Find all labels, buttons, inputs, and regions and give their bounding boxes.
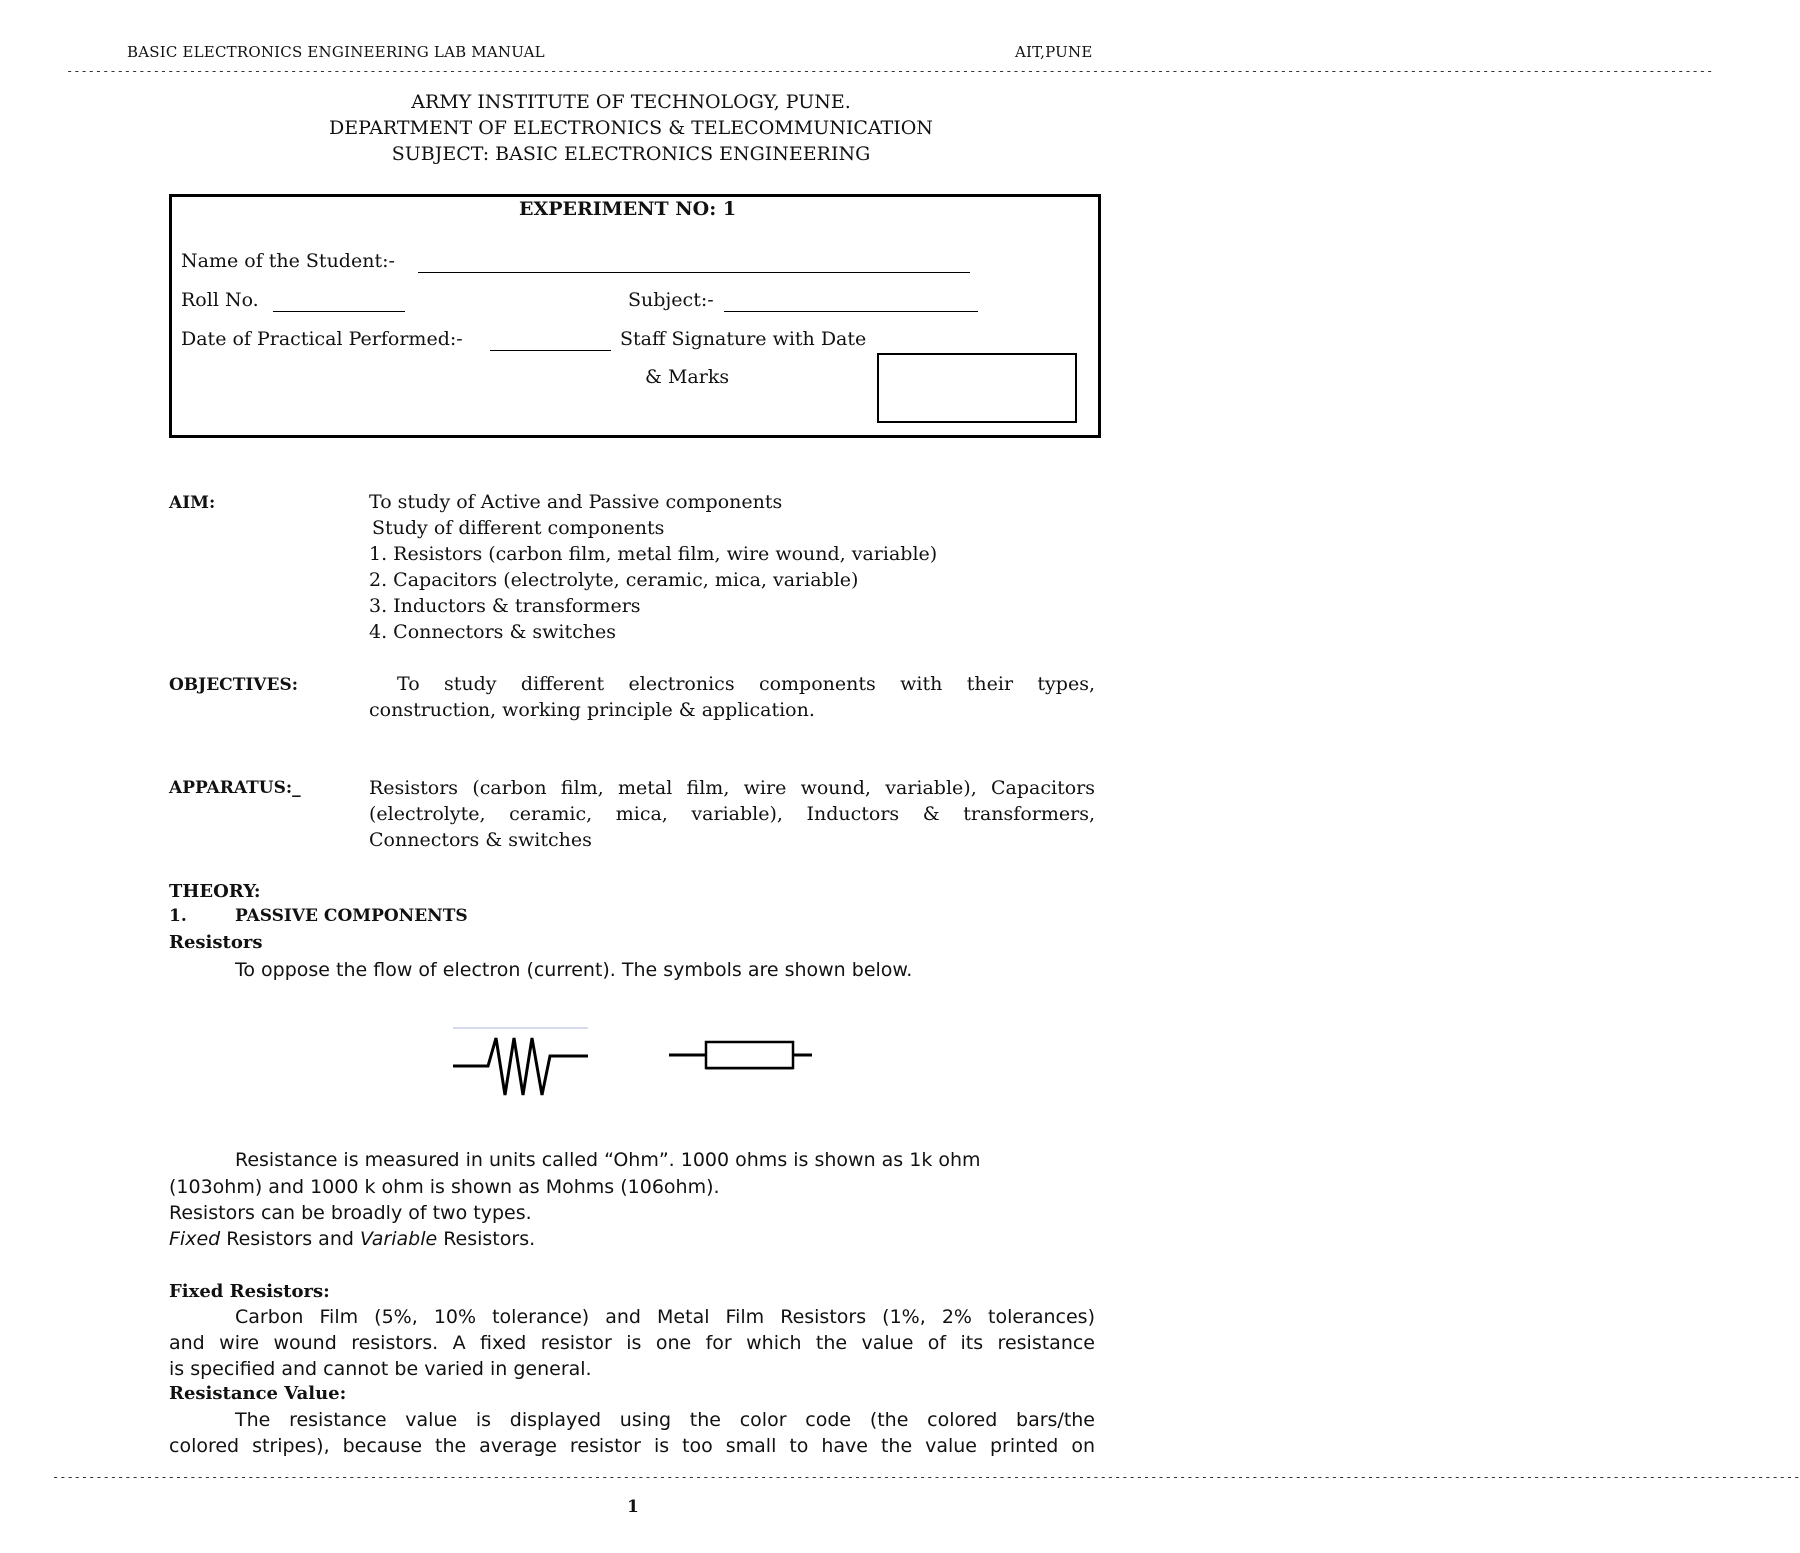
fixed-resistors-paragraph: is specified and cannot be varied in general. [169, 1358, 592, 1380]
resistance-value-paragraph: colored stripes), because the average resistor is too small to have the value printed on [169, 1435, 1095, 1457]
objectives-label: OBJECTIVES: [169, 675, 299, 695]
roll-no-label: Roll No. [181, 289, 259, 311]
aim-subline: Study of different components [372, 517, 665, 539]
resistors-and-text: Resistors and [220, 1228, 360, 1250]
roll-no-line [273, 311, 405, 312]
section-number: 1. [169, 906, 187, 926]
fixed-resistors-paragraph: Carbon Film (5%, 10% tolerance) and Metal Film Resistors (1%, 2% tolerances) [235, 1306, 1095, 1328]
date-performed-line [490, 350, 611, 351]
aim-label: AIM: [169, 493, 216, 513]
aim-item: 3. Inductors & transformers [369, 595, 641, 617]
experiment-title: EXPERIMENT NO: 1 [519, 198, 737, 220]
resistance-paragraph: Resistance is measured in units called “Ohm”. 1000 ohms is shown as 1k ohm [235, 1149, 981, 1171]
fixed-resistors-heading: Fixed Resistors: [169, 1281, 330, 1302]
apparatus-label: APPARATUS:_ [169, 778, 301, 798]
aim-line: To study of Active and Passive components [369, 491, 783, 513]
student-name-line [418, 272, 970, 273]
apparatus-line: (electrolyte, ceramic, mica, variable), Inductors & transformers, [369, 803, 1095, 825]
institute-name: ARMY INSTITUTE OF TECHNOLOGY, PUNE. [411, 91, 851, 113]
objectives-line: construction, working principle & application. [369, 699, 815, 721]
resistors-heading: Resistors [169, 932, 263, 953]
objectives-line: To study different electronics components with their types, [397, 673, 1095, 695]
running-header-org: AIT,PUNE [1015, 43, 1093, 61]
fixed-word: Fixed [169, 1228, 221, 1250]
page-number: 1 [627, 1497, 639, 1517]
student-name-label: Name of the Student:- [181, 250, 395, 272]
subject-line-blank [724, 311, 978, 312]
subject-line: SUBJECT: BASIC ELECTRONICS ENGINEERING [391, 143, 871, 165]
footer-rule: -------------------------------------------------------------------------------------------------------------------------------------------------------------------------------------------------------------------------------------------------- [52, 1470, 1800, 1484]
box-resistor-symbol [666, 1038, 816, 1076]
date-performed-label: Date of Practical Performed:- [181, 328, 463, 350]
marks-label: & Marks [645, 366, 730, 388]
aim-item: 4. Connectors & switches [369, 621, 616, 643]
aim-item: 2. Capacitors (electrolyte, ceramic, mica, variable) [369, 569, 859, 591]
resistance-paragraph: (103ohm) and 1000 k ohm is shown as Mohms (106ohm). [169, 1176, 720, 1198]
resistors-intro: To oppose the flow of electron (current). The symbols are shown below. [235, 959, 913, 981]
staff-signature-label: Staff Signature with Date [620, 328, 867, 350]
resistors-end-text: Resistors. [437, 1228, 536, 1250]
aim-item: 1. Resistors (carbon film, metal film, wire wound, variable) [369, 543, 938, 565]
resistance-value-paragraph: The resistance value is displayed using the color code (the colored bars/the [235, 1409, 1095, 1431]
resistance-paragraph: Resistors can be broadly of two types. [169, 1202, 532, 1224]
variable-word: Variable [359, 1228, 438, 1250]
theory-label: THEORY: [169, 881, 261, 902]
department-name: DEPARTMENT OF ELECTRONICS & TELECOMMUNICATION [329, 117, 933, 139]
header-rule: ------------------------------------------------------------------------------------------------------------------------------------------------------------------------------------------------------------------------------------ [66, 64, 1714, 78]
running-header-title: BASIC ELECTRONICS ENGINEERING LAB MANUAL [127, 43, 545, 61]
apparatus-line: Resistors (carbon film, metal film, wire wound, variable), Capacitors [369, 777, 1095, 799]
resistor-types-line [169, 1226, 535, 1253]
subject-label: Subject:- [628, 289, 714, 311]
signature-box [877, 353, 1077, 423]
fixed-resistors-paragraph: and wire wound resistors. A fixed resistor is one for which the value of its resistance [169, 1332, 1095, 1354]
zigzag-resistor-symbol [450, 1022, 595, 1102]
resistance-value-heading: Resistance Value: [169, 1383, 347, 1404]
section-title: PASSIVE COMPONENTS [235, 906, 468, 926]
apparatus-line: Connectors & switches [369, 829, 592, 851]
